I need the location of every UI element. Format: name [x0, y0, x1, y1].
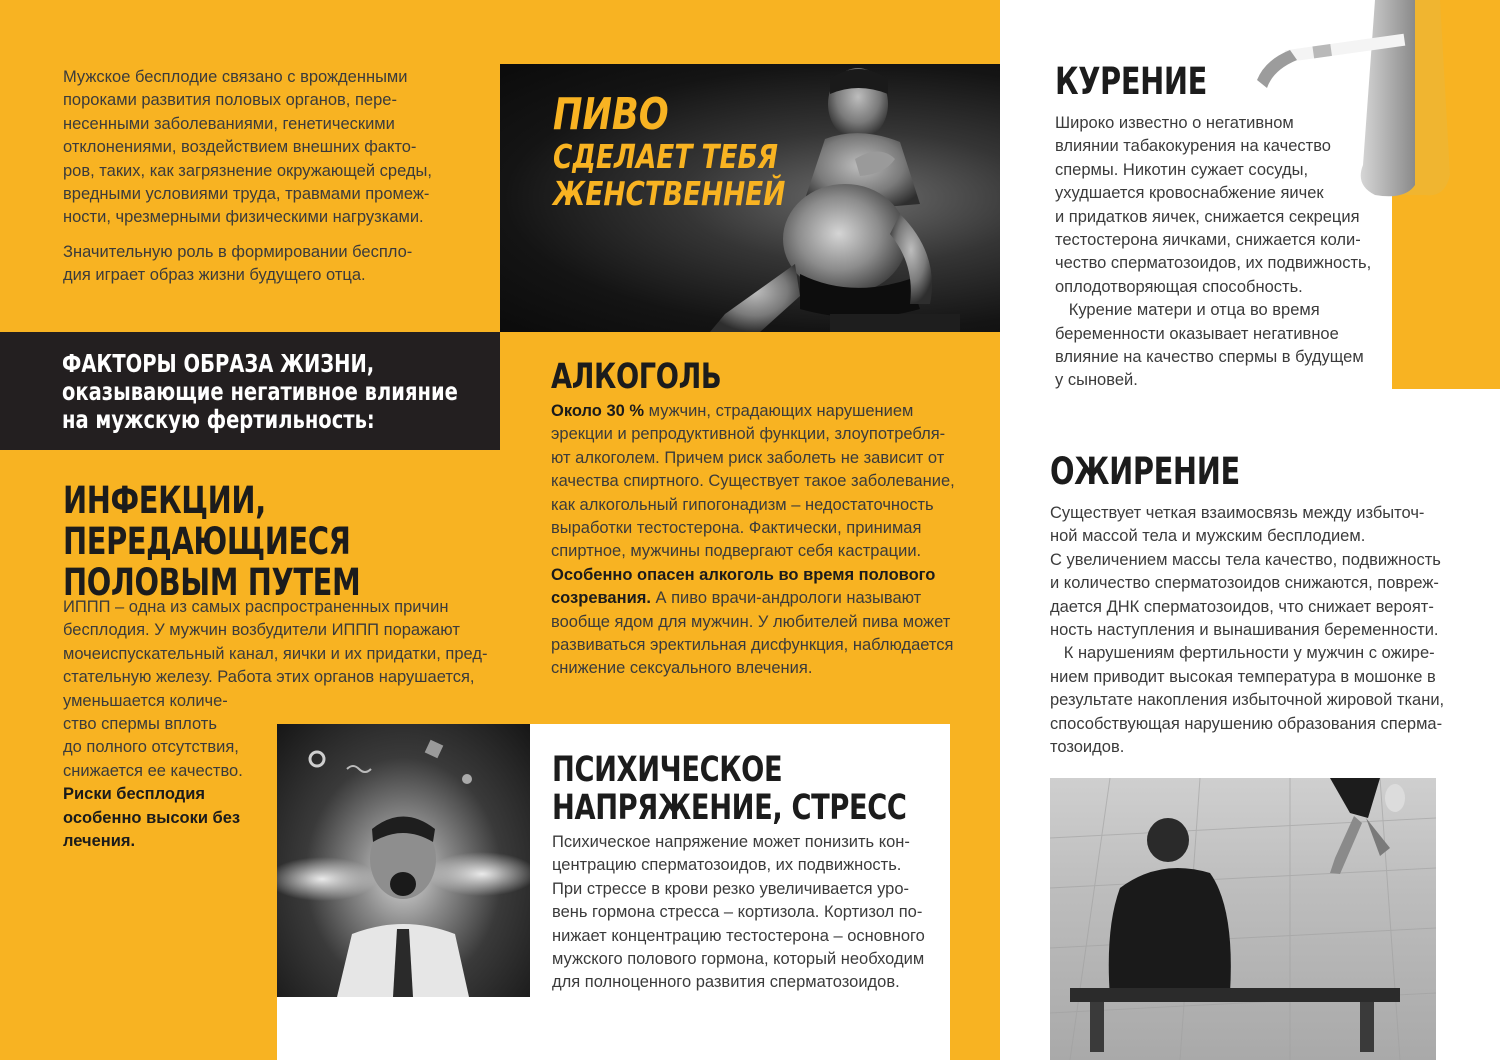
stress-paragraph-line: для полноценного развития сперматозоидов.: [552, 973, 900, 992]
beer-slogan-line-3: ЖЕНСТВЕННЕЙ: [553, 174, 786, 213]
obesity-paragraph-line: способствующая нарушению образования сперма-: [1050, 714, 1443, 733]
infections-body-wide: [63, 596, 493, 690]
alcohol-text-segment: эрекции и репродуктивной функции, злоупотребля-: [551, 425, 946, 444]
smoking-paragraph-line: влиянии табакокурения на качество: [1055, 137, 1331, 156]
obesity-paragraph-line: С увеличением массы тела качество, подвижность: [1050, 550, 1441, 569]
obesity-paragraph-line: дается ДНК сперматозоидов, что снижает вероят-: [1050, 597, 1434, 616]
alcohol-paragraph: [551, 400, 955, 681]
alcohol-paragraph-line: [551, 517, 951, 540]
obese-man-on-bench-photo: [1050, 778, 1436, 1060]
alcohol-paragraph-line: [551, 400, 951, 423]
infections-title-line: ИНФЕКЦИИ,: [63, 479, 266, 522]
alcohol-text-segment: мужчин, страдающих нарушением: [644, 402, 914, 420]
intro-paragraph-1-line: ров, таких, как загрязнение окружающей среды,: [63, 161, 432, 180]
smoking-paragraph-line: Курение матери и отца во время: [1055, 301, 1320, 320]
intro-paragraph-2-line: дия играет образ жизни будущего отца.: [63, 266, 366, 285]
intro-paragraph-1-line: пороками развития половых органов, пере-: [63, 91, 397, 110]
bench-scene-illustration: [1050, 778, 1436, 1060]
alcohol-text-segment: ют алкоголем. Причем риск заболеть не зависит от: [551, 448, 945, 467]
smoking-paragraph-line: влияние на качество спермы в будущем: [1055, 348, 1364, 367]
stress-title: [552, 751, 907, 827]
alcohol-text-segment: А пиво врачи-андрологи называют: [650, 589, 922, 608]
intro-paragraph-1-line: Мужское бесплодие связано с врожденными: [63, 68, 408, 86]
alcohol-paragraph-line: [551, 540, 951, 563]
alcohol-emphasis: Около 30 %: [551, 402, 645, 420]
stress-paragraph-line: вень гормона стресса – кортизола. Кортизол по-: [552, 903, 923, 922]
infections-body-line: стательную железу. Работа этих органов нарушается,: [63, 668, 475, 687]
exploding-head-illustration: [277, 724, 530, 997]
alcohol-text-segment: спиртное, мужчины подвергают себя кастрации.: [551, 542, 922, 561]
smoking-paragraph-line: оплодотворяющая способность.: [1055, 277, 1303, 296]
obesity-paragraph-line: Существует четкая взаимосвязь между избыточ-: [1050, 504, 1425, 522]
infections-body-line: ИППП – одна из самых распространенных причин: [63, 598, 449, 616]
obesity-body: [1050, 502, 1470, 759]
smoking-paragraph-line: чество сперматозоидов, их подвижность,: [1055, 254, 1372, 273]
alcohol-paragraph-line: [551, 611, 951, 634]
smoking-body: [1055, 112, 1395, 393]
alcohol-paragraph-line: [551, 494, 951, 517]
factors-banner-title: [62, 350, 458, 434]
infections-title-line: ПЕРЕДАЮЩИЕСЯ: [63, 520, 351, 563]
beer-slogan-line-2: СДЕЛАЕТ ТЕБЯ: [553, 137, 779, 176]
alcohol-emphasis: Особенно опасен алкоголь во время полового: [551, 565, 936, 584]
alcohol-text-segment: выработки тестостерона. Фактически, принимая: [551, 519, 922, 538]
alcohol-text-segment: вообще ядом для мужчин. У любителей пива может: [551, 612, 951, 631]
stress-paragraph: [552, 831, 942, 995]
infections-body-line: бесплодия. У мужчин возбудители ИППП поражают: [63, 621, 460, 640]
factors-banner-title-line: на мужскую фертильность:: [62, 405, 375, 434]
obesity-paragraph-line: результате накопления избыточной жировой ткани,: [1050, 691, 1445, 710]
obesity-paragraph-line: ность наступления и вынашивания беременности.: [1050, 621, 1439, 640]
alcohol-emphasis: созревания.: [551, 589, 651, 608]
obesity-title: ОЖИРЕНИЕ: [1050, 450, 1240, 493]
alcohol-title: АЛКОГОЛЬ: [551, 357, 722, 397]
alcohol-paragraph-line: [551, 634, 954, 657]
infections-body-line: ство спермы вплоть: [63, 715, 217, 734]
infections-body-line: снижается ее качество.: [63, 761, 243, 780]
infections-body-line: мочеиспускательный канал, яички и их придатки, пред-: [63, 644, 488, 663]
infections-risk-note-line: лечения.: [63, 832, 136, 851]
alcohol-paragraph-line: [551, 447, 951, 470]
obesity-paragraph-line: тозоидов.: [1050, 738, 1125, 757]
alcohol-paragraph-line: [551, 564, 951, 587]
obesity-paragraph-line: К нарушениям фертильности у мужчин с ожире-: [1050, 644, 1435, 663]
alcohol-body: [551, 400, 955, 681]
stress-paragraph-line: мужского полового гормона, который необходим: [552, 950, 925, 969]
stress-paragraph-line: центрацию сперматозоидов, их подвижность.: [552, 856, 902, 875]
smoking-paragraph-line: Широко известно о негативном: [1055, 114, 1294, 132]
intro-paragraph-2: [63, 241, 483, 288]
smoking-paragraph-line: и придатков яичек, снижается секреция: [1055, 207, 1360, 226]
alcohol-text-segment: развиваться эректильная дисфункция, наблюдается: [551, 636, 954, 655]
smoking-paragraph-line: ухудшается кровоснабжение яичек: [1055, 184, 1324, 203]
obesity-paragraph-line: и количество сперматозоидов снижаются, повреж-: [1050, 574, 1439, 593]
smoking-paragraph-line: спермы. Никотин сужает сосуды,: [1055, 160, 1309, 179]
infections-risk-note-line: особенно высоки без: [63, 808, 241, 827]
stress-title-line: ПСИХИЧЕСКОЕ: [552, 750, 783, 790]
factors-banner-title-line: оказывающие негативное влияние: [62, 377, 458, 406]
alcohol-text-segment: снижение сексуального влечения.: [551, 659, 813, 678]
smoking-paragraph-line: тестостерона яичками, снижается коли-: [1055, 231, 1361, 250]
intro-section: [63, 66, 483, 288]
alcohol-text-segment: качества спиртного. Существует такое заболевание,: [551, 472, 955, 491]
stress-paragraph-line: нижает концентрацию тестостерона – основного: [552, 926, 925, 945]
infections-body-line: до полного отсутствия,: [63, 738, 239, 757]
obesity-paragraph: [1050, 502, 1470, 759]
infections-title-line: ПОЛОВЫМ ПУТЕМ: [63, 561, 361, 604]
intro-paragraph-1-line: вредными условиями труда, травмами промеж-: [63, 185, 430, 204]
obesity-paragraph-line: нием приводит высокая температура в мошонке в: [1050, 667, 1436, 686]
factors-banner-title-line: ФАКТОРЫ ОБРАЗА ЖИЗНИ,: [62, 349, 375, 378]
stress-paragraph-line: Психическое напряжение может понизить кон-: [552, 833, 910, 851]
alcohol-paragraph-line: [551, 470, 955, 493]
stress-body: [552, 831, 942, 995]
alcohol-paragraph-line: [551, 587, 951, 610]
smoking-paragraph: [1055, 112, 1395, 393]
alcohol-text-segment: как алкогольный гипогонадизм – недостаточность: [551, 495, 934, 514]
beer-slogan: [553, 89, 786, 213]
smoking-paragraph-line: у сыновей.: [1055, 371, 1138, 390]
intro-paragraph-1: [63, 66, 483, 230]
infections-title: [63, 480, 360, 603]
intro-paragraph-2-line: Значительную роль в формировании беспло-: [63, 242, 413, 261]
stress-title-line: НАПРЯЖЕНИЕ, СТРЕСС: [552, 788, 907, 828]
intro-paragraph-1-line: несенными заболеваниями, генетическими: [63, 114, 395, 133]
stress-paragraph-line: При стрессе в крови резко увеличивается уро-: [552, 879, 910, 898]
intro-paragraph-1-line: ности, чрезмерными физическими нагрузками.: [63, 208, 424, 227]
smoking-title: КУРЕНИЕ: [1055, 60, 1208, 103]
alcohol-paragraph-line: [551, 423, 951, 446]
obesity-paragraph-line: ной массой тела и мужским бесплодием.: [1050, 527, 1366, 546]
stressed-man-photo: [277, 724, 530, 997]
smoking-paragraph-line: беременности оказывает негативное: [1055, 324, 1339, 343]
beer-slogan-line-1: ПИВО: [553, 89, 669, 140]
alcohol-paragraph-line: [551, 657, 951, 680]
intro-paragraph-1-line: отклонениями, воздействием внешних факто-: [63, 138, 417, 157]
infections-risk-note-line: Риски бесплодия: [63, 785, 205, 804]
infections-body-line: уменьшается количе-: [63, 691, 228, 710]
